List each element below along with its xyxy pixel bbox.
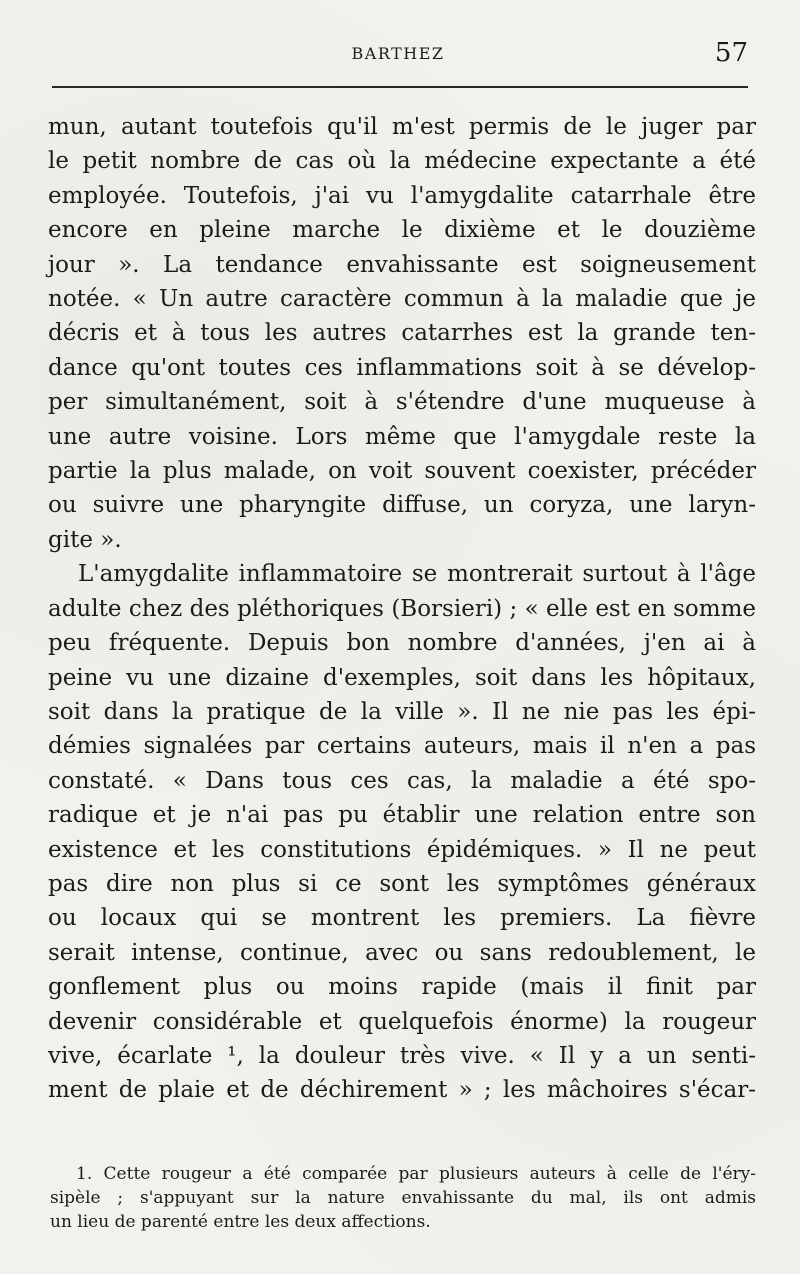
running-head [48,38,748,74]
text-line: existence et les constitutions épidémiques. » Il ne peut [48,836,756,863]
running-title: BARTHEZ [351,44,445,63]
footnote-line: un lieu de parenté entre les deux affections. [50,1212,431,1232]
text-line: démies signalées par certains auteurs, mais il n'en a pas [48,733,756,760]
text-line: décris et à tous les autres catarrhes est la grande ten- [48,320,756,347]
text-line: peine vu une dizaine d'exemples, soit dans les hôpitaux, [48,664,756,691]
text-line: dance qu'ont toutes ces inflammations soit à se dévelop- [48,354,756,381]
text-line: soit dans la pratique de la ville ». Il ne nie pas les épi- [48,698,756,725]
header-rule [52,86,748,88]
text-line: jour ». La tendance envahissante est soigneusement [48,251,756,278]
text-line: serait intense, continue, avec ou sans redoublement, le [48,939,756,966]
footnotes [50,1162,756,1234]
text-line: peu fréquente. Depuis bon nombre d'années, j'en ai à [48,630,756,657]
footnote-line: sipèle ; s'appuyant sur la nature envahissante du mal, ils ont admis [50,1188,756,1208]
text-line: pas dire non plus si ce sont les symptômes généraux [48,870,756,897]
text-line: encore en pleine marche le dixième et le douzième [48,217,756,244]
text-line: L'amygdalite inflammatoire se montrerait surtout à l'âge [78,561,756,588]
text-line: devenir considérable et quelquefois énorme) la rougeur [48,1008,756,1035]
text-line: employée. Toutefois, j'ai vu l'amygdalite catarrhale être [48,182,756,209]
text-line: partie la plus malade, on voit souvent coexister, précéder [48,458,756,485]
text-line: per simultanément, soit à s'étendre d'une muqueuse à [48,389,756,416]
text-line: constaté. « Dans tous ces cas, la maladie a été spo- [48,767,756,794]
text-line: adulte chez des pléthoriques (Borsieri) ; « elle est en somme [48,595,756,622]
text-line: ment de plaie et de déchirement » ; les mâchoires s'écar- [48,1077,756,1104]
page-number: 57 [714,38,748,68]
text-line: vive, écarlate ¹, la douleur très vive. « Il y a un senti- [48,1042,756,1069]
text-line: gite ». [48,526,122,553]
text-line: le petit nombre de cas où la médecine expectante a été [48,148,756,175]
body-text [48,110,756,1108]
text-line: radique et je n'ai pas pu établir une relation entre son [48,802,756,829]
text-line: notée. « Un autre caractère commun à la maladie que je [48,286,756,313]
text-line: une autre voisine. Lors même que l'amygdale reste la [48,423,756,450]
text-line: gonflement plus ou moins rapide (mais il finit par [48,974,756,1001]
text-line: mun, autant toutefois qu'il m'est permis de le juger par [48,114,756,140]
text-line: ou locaux qui se montrent les premiers. La fièvre [48,905,756,932]
footnote-line: 1. Cette rougeur a été comparée par plusieurs auteurs à celle de l'éry- [76,1164,756,1184]
text-line: ou suivre une pharyngite diffuse, un coryza, une laryn- [48,492,756,519]
